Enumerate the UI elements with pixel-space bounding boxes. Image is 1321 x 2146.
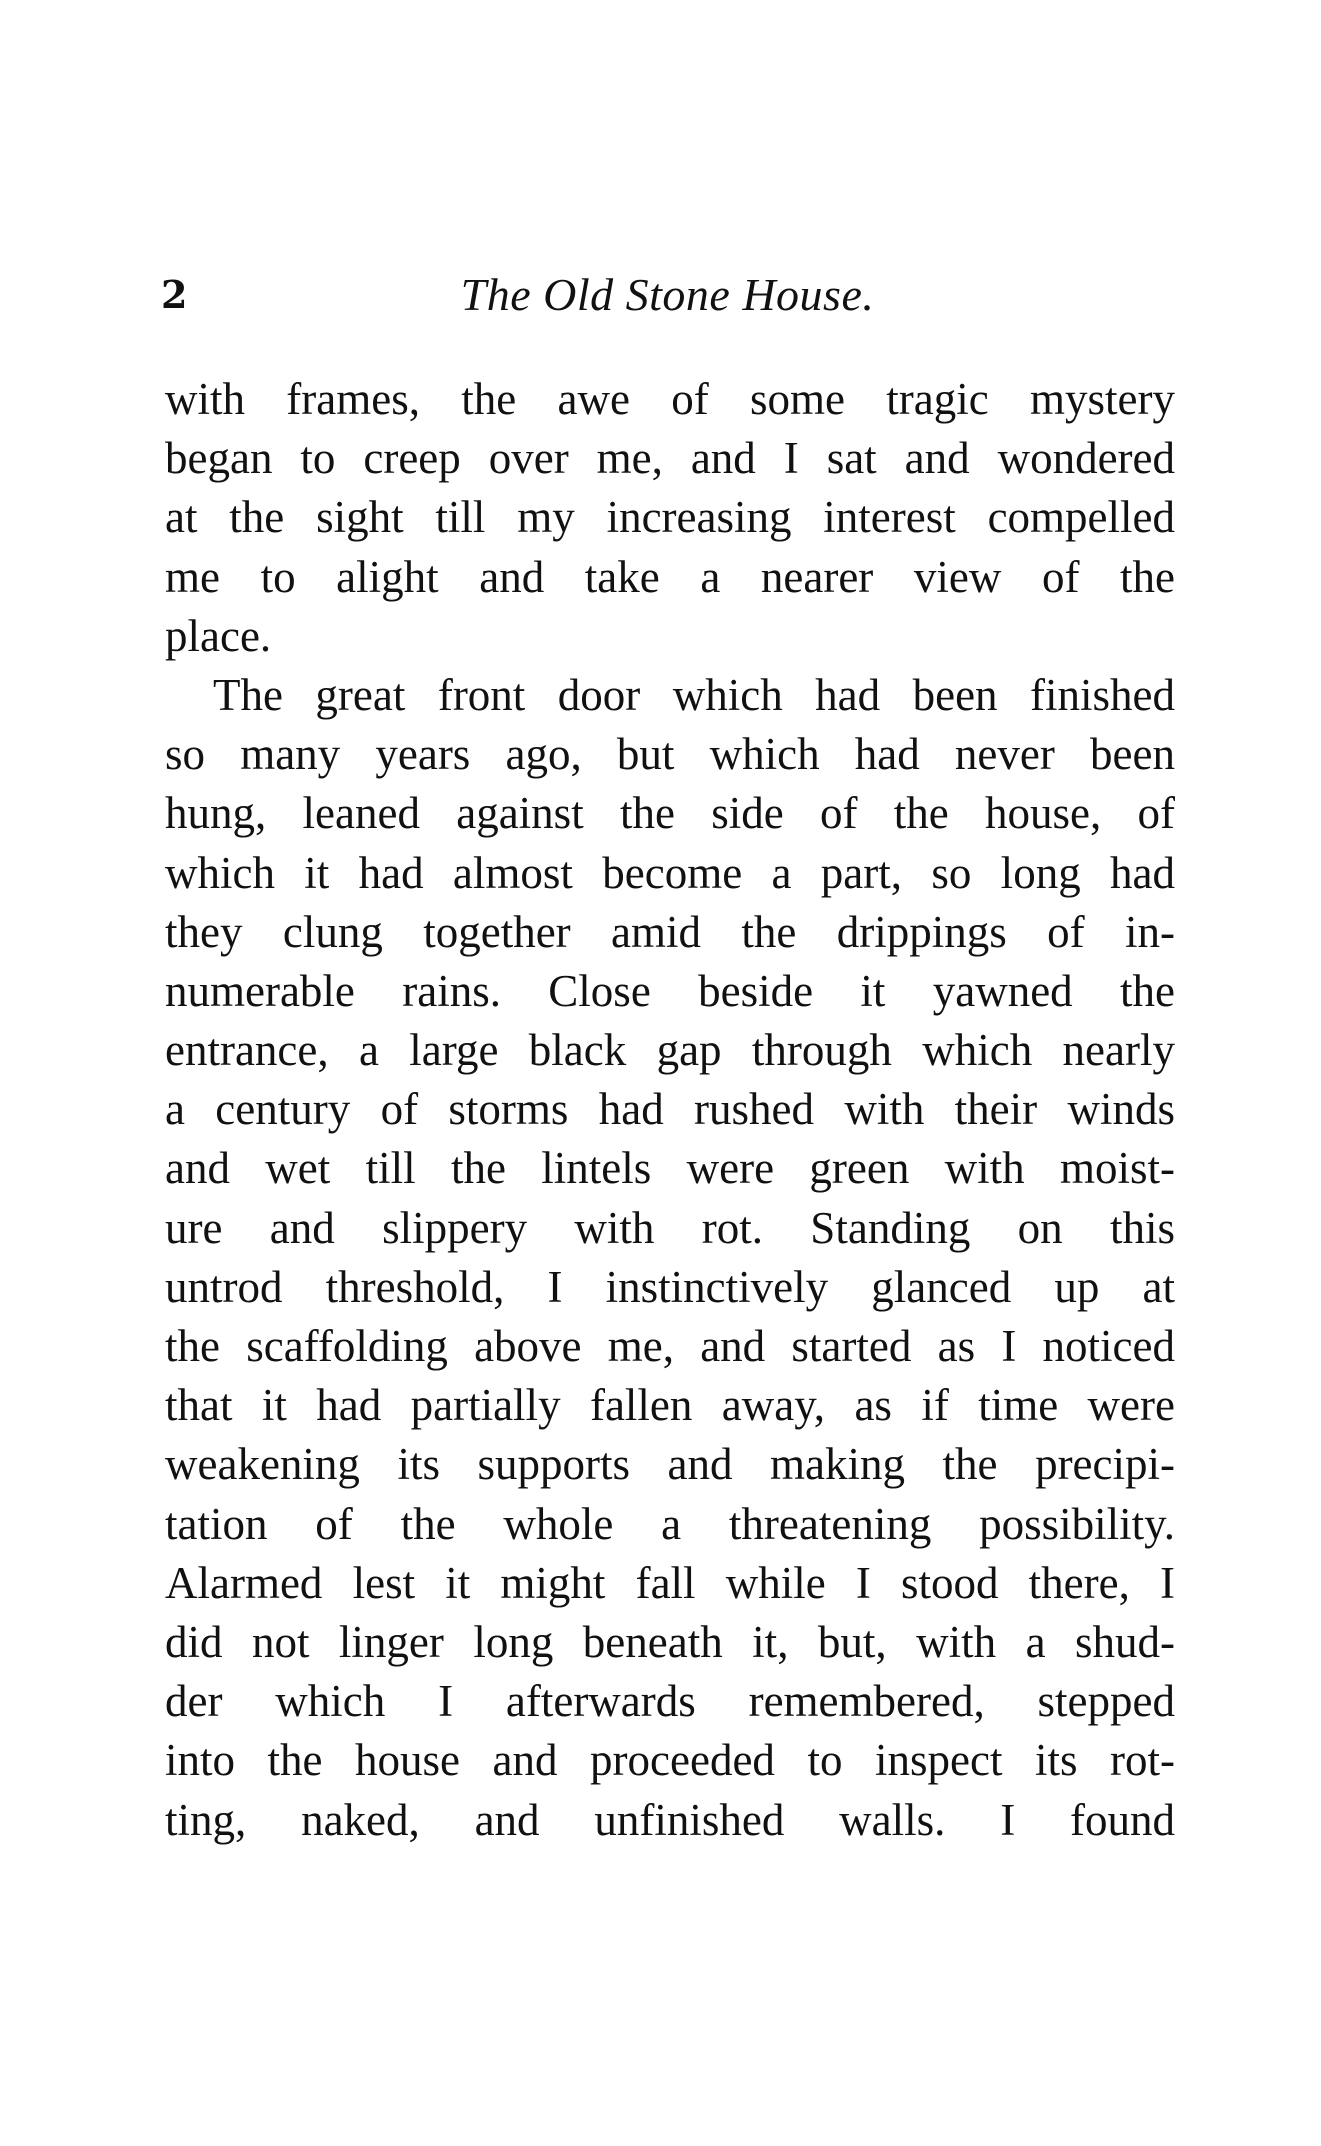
text-line: ting, naked, and unfinished walls. I found <box>165 1794 1175 1845</box>
text-line: a century of storms had rushed with their winds <box>165 1084 1175 1135</box>
text-line: so many years ago, but which had never been <box>165 729 1175 780</box>
text-line: tation of the whole a threatening possibility. <box>165 1498 1175 1549</box>
running-title: The Old Stone House. <box>460 269 875 320</box>
text-line: the scaffolding above me, and started as I noticed <box>165 1321 1175 1371</box>
text-line: entrance, a large black gap through which nearly <box>165 1025 1175 1076</box>
text-line: The great front door which had been finished <box>213 669 1175 720</box>
text-line: untrod threshold, I instinctively glanced up at <box>165 1261 1175 1312</box>
text-line: began to creep over me, and I sat and wondered <box>165 433 1175 484</box>
page-header <box>155 268 1180 328</box>
text-line: der which I afterwards remembered, stepped <box>165 1676 1175 1727</box>
text-line: that it had partially fallen away, as if time were <box>165 1380 1175 1431</box>
text-line: did not linger long beneath it, but, with a shud- <box>165 1616 1175 1667</box>
text-line: with frames, the awe of some tragic mystery <box>165 374 1175 424</box>
text-line: into the house and proceeded to inspect its rot- <box>165 1735 1175 1786</box>
text-line: place. <box>165 610 272 661</box>
body-text <box>165 370 1175 1850</box>
paragraph-2 <box>165 666 1175 1850</box>
text-line: ure and slippery with rot. Standing on this <box>165 1202 1175 1253</box>
text-line: hung, leaned against the side of the house, of <box>165 788 1175 839</box>
text-line: me to alight and take a nearer view of the <box>165 551 1175 602</box>
text-line: Alarmed lest it might fall while I stood there, I <box>165 1557 1175 1608</box>
paragraph-1 <box>165 370 1175 666</box>
page-number: 2 <box>161 272 188 317</box>
text-line: they clung together amid the drippings of in- <box>165 906 1175 957</box>
text-line: numerable rains. Close beside it yawned the <box>165 965 1175 1016</box>
text-line: which it had almost become a part, so long had <box>165 847 1175 898</box>
text-line: at the sight till my increasing interest compelled <box>165 492 1175 543</box>
text-line: and wet till the lintels were green with moist- <box>165 1143 1175 1194</box>
text-line: weakening its supports and making the precipi- <box>165 1439 1175 1490</box>
